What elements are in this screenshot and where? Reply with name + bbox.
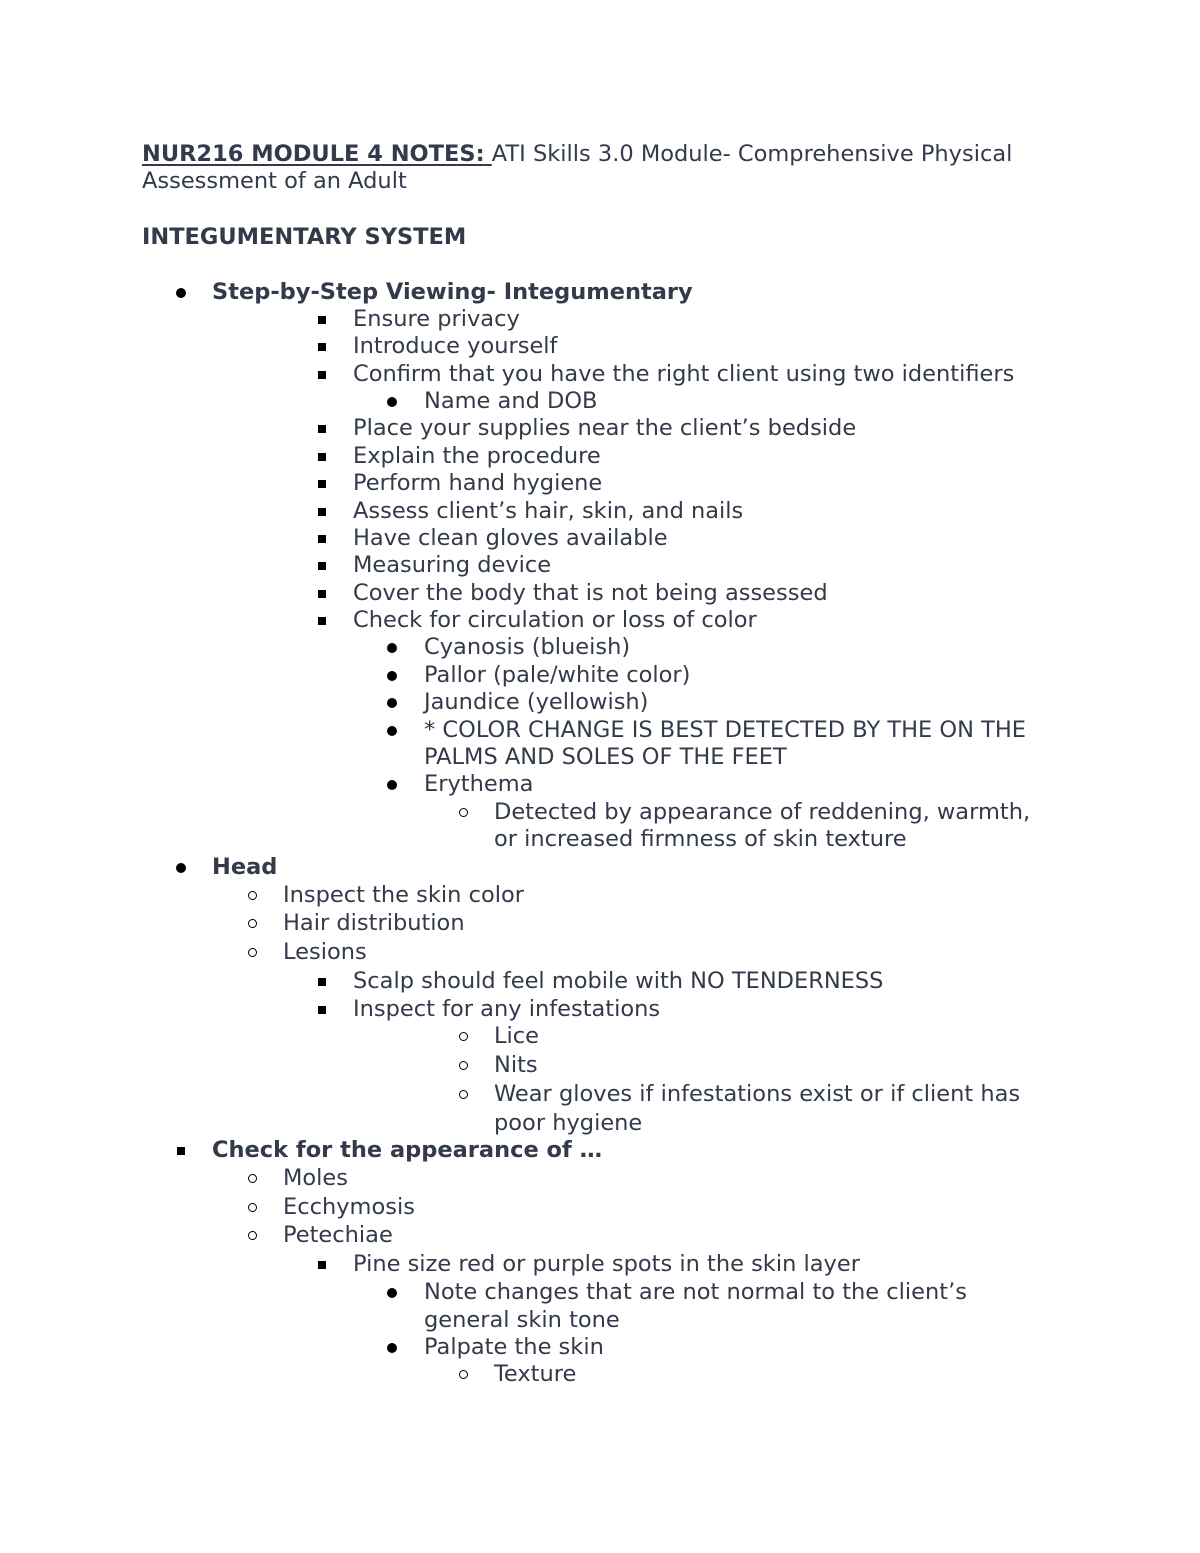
list-item: Moles	[283, 1165, 348, 1191]
list-item: Jaundice (yellowish)	[424, 689, 649, 715]
bullet-square-icon	[312, 415, 332, 442]
list-item: Place your supplies near the client’s bedside	[353, 415, 857, 441]
bullet-dot-icon	[382, 1279, 402, 1306]
bullet-circle-icon	[453, 1361, 473, 1388]
bullet-dot-icon	[382, 689, 402, 716]
list-item: Ensure privacy	[353, 306, 520, 332]
list-item: Confirm that you have the right client using two identifiers	[353, 361, 1015, 387]
list-item: Texture	[494, 1361, 577, 1387]
list-item: Erythema	[424, 771, 534, 797]
bullet-square-icon	[312, 1251, 332, 1278]
bullet-circle-icon	[453, 1052, 473, 1079]
bullet-square-icon	[312, 607, 332, 634]
bullet-square-icon	[312, 968, 332, 995]
list-item: Hair distribution	[283, 910, 465, 936]
bullet-square-icon	[171, 1137, 191, 1164]
list-item: Measuring device	[353, 552, 552, 578]
list-item: Check for circulation or loss of color	[353, 607, 757, 633]
bullet-square-icon	[312, 306, 332, 333]
bullet-dot-icon	[382, 771, 402, 798]
document-title	[142, 141, 1072, 195]
list-item: Cyanosis (blueish)	[424, 634, 631, 660]
bullet-circle-icon	[242, 910, 262, 937]
list-item: Inspect for any infestations	[353, 996, 661, 1022]
bullet-square-icon	[312, 580, 332, 607]
list-item: Introduce yourself	[353, 333, 558, 359]
bullet-circle-icon	[453, 1023, 473, 1050]
bullet-dot-icon	[382, 662, 402, 689]
list-item: Lice	[494, 1023, 539, 1049]
bullet-circle-icon	[453, 1081, 473, 1108]
bullet-square-icon	[312, 470, 332, 497]
list-item: Cover the body that is not being assessed	[353, 580, 828, 606]
list-item: Lesions	[283, 939, 367, 965]
bullet-square-icon	[312, 361, 332, 388]
list-item: Palpate the skin	[424, 1334, 604, 1360]
bullet-circle-icon	[453, 799, 473, 826]
list-item: Note changes that are not normal to the client’s	[424, 1279, 967, 1305]
bullet-dot-icon	[382, 717, 402, 744]
list-item: Explain the procedure	[353, 443, 601, 469]
list-item: Step-by-Step Viewing- Integumentary	[212, 279, 693, 305]
list-item: Scalp should feel mobile with NO TENDERNESS	[353, 968, 884, 994]
bullet-square-icon	[312, 996, 332, 1023]
list-item: Pallor (pale/white color)	[424, 662, 691, 688]
bullet-dot-icon	[171, 279, 191, 306]
title-rest-line2: Assessment of an Adult	[142, 168, 407, 194]
list-item: Nits	[494, 1052, 538, 1078]
bullet-dot-icon	[171, 854, 191, 881]
bullet-circle-icon	[242, 882, 262, 909]
list-item: Detected by appearance of reddening, warmth,	[494, 799, 1031, 825]
list-item: Wear gloves if infestations exist or if client has	[494, 1081, 1021, 1107]
bullet-circle-icon	[242, 939, 262, 966]
list-item-continuation: poor hygiene	[494, 1110, 643, 1136]
bullet-dot-icon	[382, 388, 402, 415]
list-item: Name and DOB	[424, 388, 598, 414]
bullet-square-icon	[312, 552, 332, 579]
list-item: * COLOR CHANGE IS BEST DETECTED BY THE ON THE	[424, 717, 1026, 743]
list-item-continuation: PALMS AND SOLES OF THE FEET	[424, 744, 787, 770]
list-item: Have clean gloves available	[353, 525, 668, 551]
list-item: Petechiae	[283, 1222, 393, 1248]
bullet-square-icon	[312, 498, 332, 525]
bullet-circle-icon	[242, 1222, 262, 1249]
list-item: Perform hand hygiene	[353, 470, 603, 496]
list-item: Inspect the skin color	[283, 882, 524, 908]
bullet-square-icon	[312, 333, 332, 360]
title-label: NUR216 MODULE 4 NOTES:	[142, 141, 485, 167]
list-item: Pine size red or purple spots in the skin layer	[353, 1251, 860, 1277]
list-item-continuation: or increased firmness of skin texture	[494, 826, 907, 852]
title-rest-line1: ATI Skills 3.0 Module- Comprehensive Physical	[491, 141, 1013, 167]
bullet-dot-icon	[382, 634, 402, 661]
bullet-circle-icon	[242, 1194, 262, 1221]
bullet-dot-icon	[382, 1334, 402, 1361]
bullet-circle-icon	[242, 1165, 262, 1192]
list-item: Assess client’s hair, skin, and nails	[353, 498, 744, 524]
bullet-square-icon	[312, 443, 332, 470]
list-item-continuation: general skin tone	[424, 1307, 620, 1333]
list-item: Ecchymosis	[283, 1194, 415, 1220]
bullet-square-icon	[312, 525, 332, 552]
list-item: Head	[212, 854, 278, 880]
section-heading: INTEGUMENTARY SYSTEM	[142, 224, 467, 250]
list-item: Check for the appearance of …	[212, 1137, 603, 1163]
